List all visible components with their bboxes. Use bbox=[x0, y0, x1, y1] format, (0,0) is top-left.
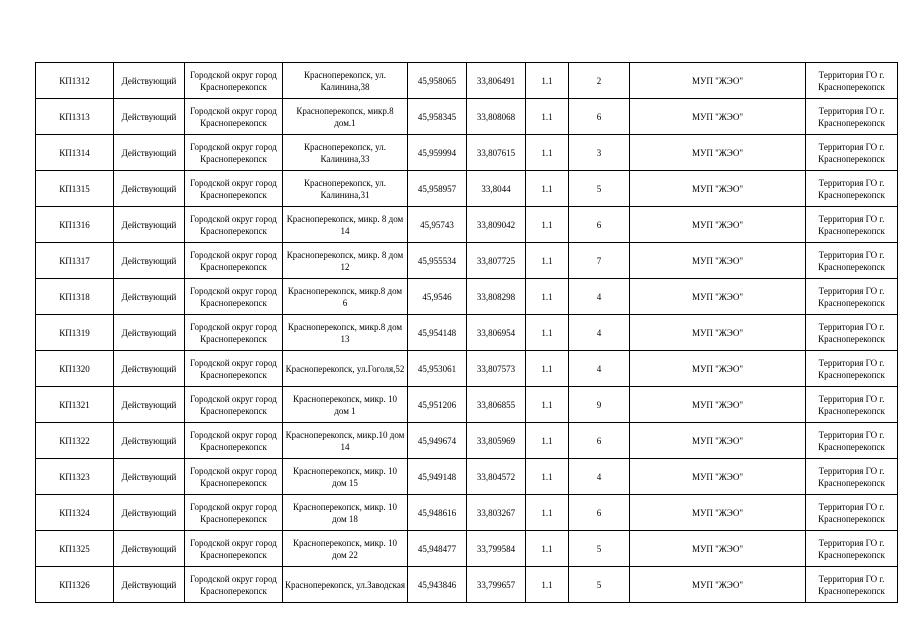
point-status: Действующий bbox=[114, 351, 185, 387]
container-volume: 1.1 bbox=[526, 351, 569, 387]
container-count: 6 bbox=[569, 423, 630, 459]
container-volume: 1.1 bbox=[526, 207, 569, 243]
point-status: Действующий bbox=[114, 315, 185, 351]
point-territory: Территория ГО г. Красноперекопск bbox=[806, 279, 898, 315]
point-address: Красноперекопск, микр. 10 дом 22 bbox=[283, 531, 408, 567]
point-territory: Территория ГО г. Красноперекопск bbox=[806, 387, 898, 423]
point-longitude: 33,807573 bbox=[467, 351, 526, 387]
point-address: Красноперекопск, микр. 8 дом 14 bbox=[283, 207, 408, 243]
table-row bbox=[36, 423, 898, 459]
point-district: Городской округ город Красноперекопск bbox=[185, 99, 283, 135]
point-status: Действующий bbox=[114, 459, 185, 495]
point-longitude: 33,809042 bbox=[467, 207, 526, 243]
point-latitude: 45,943846 bbox=[408, 567, 467, 603]
container-volume: 1.1 bbox=[526, 531, 569, 567]
container-volume: 1.1 bbox=[526, 423, 569, 459]
point-territory: Территория ГО г. Красноперекопск bbox=[806, 99, 898, 135]
point-address: Красноперекопск, микр.10 дом 14 bbox=[283, 423, 408, 459]
point-status: Действующий bbox=[114, 567, 185, 603]
point-code: КП1314 bbox=[36, 135, 114, 171]
point-territory: Территория ГО г. Красноперекопск bbox=[806, 459, 898, 495]
point-operator: МУП "ЖЭО" bbox=[630, 351, 806, 387]
point-district: Городской округ город Красноперекопск bbox=[185, 315, 283, 351]
table-row bbox=[36, 459, 898, 495]
point-address: Красноперекопск, микр.8 дом 13 bbox=[283, 315, 408, 351]
point-longitude: 33,799657 bbox=[467, 567, 526, 603]
container-volume: 1.1 bbox=[526, 243, 569, 279]
point-address: Красноперекопск, микр.8 дом 6 bbox=[283, 279, 408, 315]
point-status: Действующий bbox=[114, 243, 185, 279]
point-latitude: 45,953061 bbox=[408, 351, 467, 387]
point-district: Городской округ город Красноперекопск bbox=[185, 63, 283, 99]
table-row bbox=[36, 207, 898, 243]
table-row bbox=[36, 171, 898, 207]
point-operator: МУП "ЖЭО" bbox=[630, 315, 806, 351]
point-territory: Территория ГО г. Красноперекопск bbox=[806, 243, 898, 279]
point-status: Действующий bbox=[114, 171, 185, 207]
point-code: КП1319 bbox=[36, 315, 114, 351]
container-volume: 1.1 bbox=[526, 315, 569, 351]
point-district: Городской округ город Красноперекопск bbox=[185, 495, 283, 531]
table-row bbox=[36, 315, 898, 351]
point-longitude: 33,806954 bbox=[467, 315, 526, 351]
point-address: Красноперекопск, ул.Гоголя,52 bbox=[283, 351, 408, 387]
container-volume: 1.1 bbox=[526, 279, 569, 315]
point-status: Действующий bbox=[114, 207, 185, 243]
container-count: 9 bbox=[569, 387, 630, 423]
table-row bbox=[36, 243, 898, 279]
container-count: 6 bbox=[569, 99, 630, 135]
point-operator: МУП "ЖЭО" bbox=[630, 423, 806, 459]
point-district: Городской округ город Красноперекопск bbox=[185, 171, 283, 207]
point-territory: Территория ГО г. Красноперекопск bbox=[806, 495, 898, 531]
point-longitude: 33,808298 bbox=[467, 279, 526, 315]
container-count: 5 bbox=[569, 567, 630, 603]
point-district: Городской округ город Красноперекопск bbox=[185, 279, 283, 315]
table-row bbox=[36, 495, 898, 531]
container-count: 5 bbox=[569, 171, 630, 207]
point-status: Действующий bbox=[114, 531, 185, 567]
point-district: Городской округ город Красноперекопск bbox=[185, 387, 283, 423]
point-territory: Территория ГО г. Красноперекопск bbox=[806, 171, 898, 207]
point-code: КП1323 bbox=[36, 459, 114, 495]
point-district: Городской округ город Красноперекопск bbox=[185, 135, 283, 171]
table-row bbox=[36, 135, 898, 171]
point-code: КП1322 bbox=[36, 423, 114, 459]
table-row bbox=[36, 567, 898, 603]
point-address: Красноперекопск, микр. 8 дом 12 bbox=[283, 243, 408, 279]
point-territory: Территория ГО г. Красноперекопск bbox=[806, 567, 898, 603]
table-row bbox=[36, 279, 898, 315]
point-longitude: 33,805969 bbox=[467, 423, 526, 459]
point-latitude: 45,958957 bbox=[408, 171, 467, 207]
point-territory: Территория ГО г. Красноперекопск bbox=[806, 135, 898, 171]
point-address: Красноперекопск, микр. 10 дом 18 bbox=[283, 495, 408, 531]
point-operator: МУП "ЖЭО" bbox=[630, 495, 806, 531]
point-address: Красноперекопск, микр.8 дом.1 bbox=[283, 99, 408, 135]
container-count: 5 bbox=[569, 531, 630, 567]
point-code: КП1325 bbox=[36, 531, 114, 567]
point-status: Действующий bbox=[114, 495, 185, 531]
collection-points-table bbox=[35, 62, 898, 603]
container-volume: 1.1 bbox=[526, 459, 569, 495]
point-latitude: 45,958345 bbox=[408, 99, 467, 135]
container-volume: 1.1 bbox=[526, 63, 569, 99]
point-status: Действующий bbox=[114, 279, 185, 315]
point-district: Городской округ город Красноперекопск bbox=[185, 531, 283, 567]
point-longitude: 33,8044 bbox=[467, 171, 526, 207]
container-volume: 1.1 bbox=[526, 171, 569, 207]
point-operator: МУП "ЖЭО" bbox=[630, 207, 806, 243]
container-volume: 1.1 bbox=[526, 135, 569, 171]
table-row bbox=[36, 387, 898, 423]
container-count: 7 bbox=[569, 243, 630, 279]
point-latitude: 45,949674 bbox=[408, 423, 467, 459]
point-district: Городской округ город Красноперекопск bbox=[185, 243, 283, 279]
point-longitude: 33,806855 bbox=[467, 387, 526, 423]
point-address: Красноперекопск, ул. Калинина,31 bbox=[283, 171, 408, 207]
container-count: 4 bbox=[569, 459, 630, 495]
point-longitude: 33,807725 bbox=[467, 243, 526, 279]
point-code: КП1312 bbox=[36, 63, 114, 99]
point-address: Красноперекопск, ул. Калинина,38 bbox=[283, 63, 408, 99]
point-district: Городской округ город Красноперекопск bbox=[185, 351, 283, 387]
table-body bbox=[36, 63, 898, 603]
point-territory: Территория ГО г. Красноперекопск bbox=[806, 531, 898, 567]
point-code: КП1321 bbox=[36, 387, 114, 423]
point-territory: Территория ГО г. Красноперекопск bbox=[806, 207, 898, 243]
point-longitude: 33,799584 bbox=[467, 531, 526, 567]
point-code: КП1318 bbox=[36, 279, 114, 315]
point-longitude: 33,804572 bbox=[467, 459, 526, 495]
container-volume: 1.1 bbox=[526, 495, 569, 531]
point-address: Красноперекопск, микр. 10 дом 1 bbox=[283, 387, 408, 423]
point-operator: МУП "ЖЭО" bbox=[630, 567, 806, 603]
point-operator: МУП "ЖЭО" bbox=[630, 243, 806, 279]
point-operator: МУП "ЖЭО" bbox=[630, 171, 806, 207]
container-count: 2 bbox=[569, 63, 630, 99]
table-row bbox=[36, 351, 898, 387]
point-latitude: 45,958065 bbox=[408, 63, 467, 99]
point-latitude: 45,954148 bbox=[408, 315, 467, 351]
point-code: КП1315 bbox=[36, 171, 114, 207]
point-code: КП1326 bbox=[36, 567, 114, 603]
point-district: Городской округ город Красноперекопск bbox=[185, 423, 283, 459]
point-territory: Территория ГО г. Красноперекопск bbox=[806, 351, 898, 387]
table-row bbox=[36, 531, 898, 567]
container-count: 6 bbox=[569, 495, 630, 531]
point-latitude: 45,955534 bbox=[408, 243, 467, 279]
point-status: Действующий bbox=[114, 423, 185, 459]
point-longitude: 33,806491 bbox=[467, 63, 526, 99]
point-district: Городской округ город Красноперекопск bbox=[185, 459, 283, 495]
point-address: Красноперекопск, ул. Калинина,33 bbox=[283, 135, 408, 171]
point-latitude: 45,948477 bbox=[408, 531, 467, 567]
point-longitude: 33,807615 bbox=[467, 135, 526, 171]
point-code: КП1320 bbox=[36, 351, 114, 387]
container-volume: 1.1 bbox=[526, 567, 569, 603]
point-latitude: 45,948616 bbox=[408, 495, 467, 531]
point-territory: Территория ГО г. Красноперекопск bbox=[806, 423, 898, 459]
point-status: Действующий bbox=[114, 99, 185, 135]
point-latitude: 45,949148 bbox=[408, 459, 467, 495]
point-territory: Территория ГО г. Красноперекопск bbox=[806, 63, 898, 99]
point-latitude: 45,9546 bbox=[408, 279, 467, 315]
point-code: КП1324 bbox=[36, 495, 114, 531]
point-latitude: 45,959994 bbox=[408, 135, 467, 171]
container-count: 4 bbox=[569, 279, 630, 315]
table-row bbox=[36, 99, 898, 135]
point-operator: МУП "ЖЭО" bbox=[630, 459, 806, 495]
container-count: 4 bbox=[569, 315, 630, 351]
point-district: Городской округ город Красноперекопск bbox=[185, 567, 283, 603]
point-latitude: 45,951206 bbox=[408, 387, 467, 423]
point-operator: МУП "ЖЭО" bbox=[630, 63, 806, 99]
container-count: 4 bbox=[569, 351, 630, 387]
table-row bbox=[36, 63, 898, 99]
point-status: Действующий bbox=[114, 135, 185, 171]
point-operator: МУП "ЖЭО" bbox=[630, 279, 806, 315]
point-code: КП1316 bbox=[36, 207, 114, 243]
point-operator: МУП "ЖЭО" bbox=[630, 135, 806, 171]
container-count: 3 bbox=[569, 135, 630, 171]
point-code: КП1313 bbox=[36, 99, 114, 135]
container-volume: 1.1 bbox=[526, 99, 569, 135]
point-longitude: 33,803267 bbox=[467, 495, 526, 531]
point-address: Красноперекопск, микр. 10 дом 15 bbox=[283, 459, 408, 495]
point-territory: Территория ГО г. Красноперекопск bbox=[806, 315, 898, 351]
point-address: Красноперекопск, ул.Заводская bbox=[283, 567, 408, 603]
point-code: КП1317 bbox=[36, 243, 114, 279]
point-operator: МУП "ЖЭО" bbox=[630, 99, 806, 135]
point-longitude: 33,808068 bbox=[467, 99, 526, 135]
container-count: 6 bbox=[569, 207, 630, 243]
point-operator: МУП "ЖЭО" bbox=[630, 531, 806, 567]
point-status: Действующий bbox=[114, 387, 185, 423]
point-operator: МУП "ЖЭО" bbox=[630, 387, 806, 423]
point-latitude: 45,95743 bbox=[408, 207, 467, 243]
point-district: Городской округ город Красноперекопск bbox=[185, 207, 283, 243]
container-volume: 1.1 bbox=[526, 387, 569, 423]
point-status: Действующий bbox=[114, 63, 185, 99]
